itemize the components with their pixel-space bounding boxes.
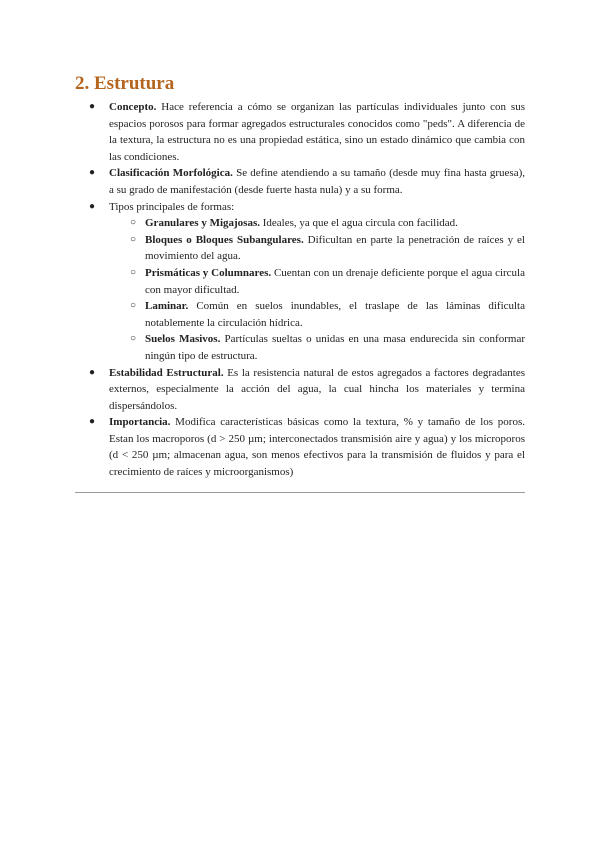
form-text: Común en suelos inundables, el traslape de las láminas dificulta notablemente la circulación hídrica. [145,300,525,329]
form-text: Dificultan en parte la penetración de raíces y el movimiento del agua. [145,233,525,263]
list-item-concepto [75,99,525,165]
document-page [75,72,525,481]
form-item-granulares [109,215,525,232]
form-text: Partículas sueltas o unidas en una masa endurecida sin conformar ningún tipo de estructura. [145,333,525,362]
list-item-tipos [75,199,525,365]
circle-bullet-icon: ○ [130,300,137,312]
list-item-estabilidad [75,365,525,415]
form-item-bloques [109,232,525,265]
bullet-icon: ● [89,167,96,179]
circle-bullet-icon: ○ [130,266,137,278]
bullet-icon: ● [89,200,96,212]
bullet-icon: ● [89,416,96,428]
item-text: Se define atendiendo a su tamaño (desde muy fina hasta gruesa), a su grado de manifestación (desde fuerte hasta nula) y a su forma. [109,167,525,196]
circle-bullet-icon: ○ [130,233,137,245]
item-term: Importancia. [109,416,171,429]
form-item-masivos [109,331,525,364]
form-term: Laminar. [145,300,189,313]
forms-list [109,215,525,364]
item-term: Clasificación Morfológica. [109,167,233,180]
form-term: Suelos Masivos. [145,333,221,346]
form-term: Granulares y Migajosas. [145,217,260,230]
item-text: Hace referencia a cómo se organizan las partículas individuales junto con sus espacios porosos para formar agregados estructurales conocidos como "peds". A diferencia de la textura, la estructura no es una propiedad estática, sino un estado dinámico que cambia con las condiciones. [109,101,525,163]
item-term: Concepto. [109,101,157,113]
item-term: Estabilidad Estructural. [109,366,224,379]
form-term: Bloques o Bloques Subangulares. [145,233,304,246]
circle-bullet-icon: ○ [130,333,137,345]
form-term: Prismáticas y Columnares. [145,266,272,279]
item-text: Tipos principales de formas: [109,200,235,213]
form-text: Cuentan con un drenaje deficiente porque el agua circula con mayor dificultad. [145,266,525,296]
bullet-icon: ● [89,366,96,378]
form-item-laminar [109,298,525,331]
list-item-clasificacion [75,165,525,198]
circle-bullet-icon: ○ [130,217,137,229]
list-item-importancia [75,414,525,480]
main-list [75,99,525,481]
section-title: 2. Estrutura [75,73,175,94]
horizontal-rule [75,492,525,493]
item-text: Modifica características básicas como la textura, % y tamaño de los poros. Estan los macroporos (d > 250 µm; interconectados transmisión aire y agua) y los microporos (d < 250 µm; almacenan agua, son menos efectivos para la transmisión de fluidos y para el crecimiento de raíces y microorganismos) [109,416,525,479]
form-text: Ideales, ya que el agua circula con facilidad. [260,217,458,230]
form-item-prismaticas [109,265,525,298]
item-text: Es la resistencia natural de estos agregados a factores degradantes externos, especialmente la acción del agua, la cual hincha los materiales y termina dispersándolos. [109,366,525,412]
bullet-icon: ● [89,101,96,112]
